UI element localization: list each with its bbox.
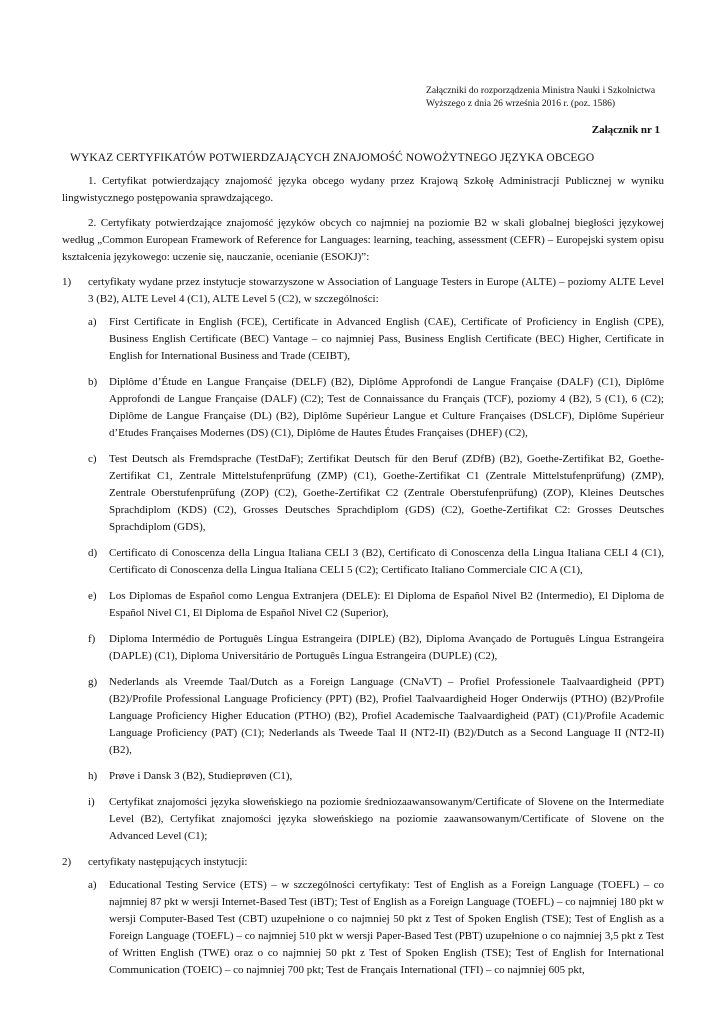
section-number: 2) xyxy=(62,856,72,868)
item-text: Diploma Intermédio de Português Língua Estrangeira (DIPLE) (B2), Diploma Avançado de Português Língua Estrangeira (DAPLE) (C1), Diploma Universitário de Português Língua Estrangeira (DUPLE) (C2), xyxy=(109,633,664,662)
item-text: Educational Testing Service (ETS) – w szczególności certyfikaty: Test of English as a Foreign Language (TOEFL) – co najmniej 87 pkt w wersji Internet-Based Test (iBT); Test of English as a Foreign Language (TOEFL) – co najmniej 180 pkt w wersji Computer-Based Test (CBT) uzupełnione o co najmniej 50 pkt z Test of Spoken English (TSE); Test of English as a Foreign Language (TOEFL) – co najmniej 510 pkt w wersji Paper-Based Test (PBT) uzupełnione o co najmniej 3,5 pkt z Test of Written English (TWE) oraz o co najmniej 50 pkt z Test of Spoken English (TSE); Test of English for International Communication (TOEIC) – co najmniej 700 pkt; Test de Français International (TFI) – co najmniej 605 pkt, xyxy=(109,879,664,976)
item-letter: i) xyxy=(88,796,95,808)
item-text: Test Deutsch als Fremdsprache (TestDaF); Zertifikat Deutsch für den Beruf (ZDfB) (B2), Goethe-Zertifikat B2, Goethe-Zertifikat C1, Zentrale Mittelstufenprüfung (ZMP) (C1), Goethe-Zertifikat C1 (Zentrale Mittelstufenprüfung) (ZMP), Zentrale Oberstufenprüfung (ZOP) (C2), Goethe-Zertifikat C2 (Zentrale Oberstufenprüfung) (ZOP), Kleines Deutsches Sprachdiplom (KDS) (C2), Grosses Deutsches Sprachdiplom (GDS) (C2), Goethe-Zertifikat C2: Grosses Deutsches Sprachdiplom (GDS), xyxy=(109,453,664,533)
list-item xyxy=(88,877,664,979)
item-text: Nederlands als Vreemde Taal/Dutch as a Foreign Language (CNaVT) – Profiel Professionele Taalvaardigheid (PPT) (B2)/Profile Professional Language Proficiency (PPT) (B2), Profiel Taalvaardigheid Hoger Onderwijs (PTHO) (B2)/Profile Language Proficiency Higher Education (PTHO) (B2), Profiel Academische Taalvaardigheid (PAT) (C1)/Profile Academic Language Proficiency (PAT) (C1); Nederlands als Tweede Taal II (NT2-II) (B2)/Dutch as a Second Language II (NT2-II) (B2), xyxy=(109,676,664,756)
list-item xyxy=(88,631,664,665)
list-item xyxy=(88,588,664,622)
list-item xyxy=(88,451,664,536)
item-letter: e) xyxy=(88,590,97,602)
item-text: Certyfikat znajomości języka słoweńskiego na poziomie średniozaawansowanym/Certificate of Slovene on the Intermediate Level (B2), Certyfikat znajomości języka słoweńskiego na poziomie zaawansowanym/Certificate of Slovene on the Advanced Level (C1); xyxy=(109,796,664,842)
section-1 xyxy=(62,274,664,308)
item-text: Prøve i Dansk 3 (B2), Studieprøven (C1), xyxy=(109,770,293,782)
list-item xyxy=(88,545,664,579)
document-title: WYKAZ CERTYFIKATÓW POTWIERDZAJĄCYCH ZNAJOMOŚĆ NOWOŻYTNEGO JĘZYKA OBCEGO xyxy=(70,152,595,164)
section-2 xyxy=(62,854,664,871)
item-letter: b) xyxy=(88,376,98,388)
annex-label: Załącznik nr 1 xyxy=(591,124,660,136)
item-letter: a) xyxy=(88,316,97,328)
list-item xyxy=(88,674,664,759)
regulation-header-note xyxy=(426,84,676,110)
paragraph-1: 1. Certyfikat potwierdzający znajomość języka obcego wydany przez Krajową Szkołę Administracji Publicznej w wyniku lingwistycznego postępowania sprawdzającego. xyxy=(62,175,664,204)
item-text: First Certificate in English (FCE), Certificate in Advanced English (CAE), Certificate of Proficiency in English (CPE), Business English Certificate (BEC) Vantage – co najmniej Pass, Business English Certificate (BEC) Higher, Certificate in English for International Business and Trade (CEIBT), xyxy=(109,316,664,362)
item-letter: f) xyxy=(88,633,96,645)
header-note-line-1: Załączniki do rozporządzenia Ministra Nauki i Szkolnictwa xyxy=(426,85,656,96)
list-item xyxy=(88,768,664,785)
item-letter: a) xyxy=(88,879,97,891)
section-text: certyfikaty następujących instytucji: xyxy=(88,856,248,868)
item-letter: h) xyxy=(88,770,98,782)
item-letter: g) xyxy=(88,676,98,688)
item-text: Certificato di Conoscenza della Lingua Italiana CELI 3 (B2), Certificato di Conoscenza della Lingua Italiana CELI 4 (C1), Certificato di Conoscenza della Lingua Italiana CELI 5 (C2); Certificato Italiano Commerciale CIC A (C1), xyxy=(109,547,664,576)
list-item xyxy=(88,374,664,442)
header-note-line-2: Wyższego z dnia 26 września 2016 r. (poz. 1586) xyxy=(426,98,616,109)
item-text: Diplôme d’Étude en Langue Française (DELF) (B2), Diplôme Approfondi de Langue Française (DALF) (C1), Diplôme Approfondi de Langue Française (DALF) (C2); Test de Connaissance du Français (TCF), poziomy 4 (B2), 5 (C1), 6 (C2); Diplôme de Langue Française (DL) (B2), Diplôme Supérieur Langue et Culture Françaises (DSLCF), Diplôme Supérieur d’Etudes Françaises Modernes (DS) (C1), Diplôme de Hautes Études Françaises (DHEF) (C2), xyxy=(109,376,664,439)
document-body xyxy=(62,173,664,988)
item-text: Los Diplomas de Español como Lengua Extranjera (DELE): El Diploma de Español Nivel B2 (Intermedio), El Diploma de Español Nivel C1, El Diploma de Español Nivel C2 (Superior), xyxy=(109,590,664,619)
paragraph-2: 2. Certyfikaty potwierdzające znajomość języków obcych co najmniej na poziomie B2 w skali globalnej biegłości językowej według „Common European Framework of Reference for Languages: learning, teaching, assessment (CEFR) – Europejski system opisu kształcenia językowego: uczenie się, nauczanie, ocenianie (ESOKJ)”: xyxy=(62,217,664,263)
item-letter: c) xyxy=(88,453,97,465)
list-item xyxy=(88,314,664,365)
section-number: 1) xyxy=(62,276,72,288)
list-item xyxy=(88,794,664,845)
section-text: certyfikaty wydane przez instytucje stowarzyszone w Association of Language Testers in Europe (ALTE) – poziomy ALTE Level 3 (B2), ALTE Level 4 (C1), ALTE Level 5 (C2), w szczególności: xyxy=(88,276,664,305)
item-letter: d) xyxy=(88,547,98,559)
